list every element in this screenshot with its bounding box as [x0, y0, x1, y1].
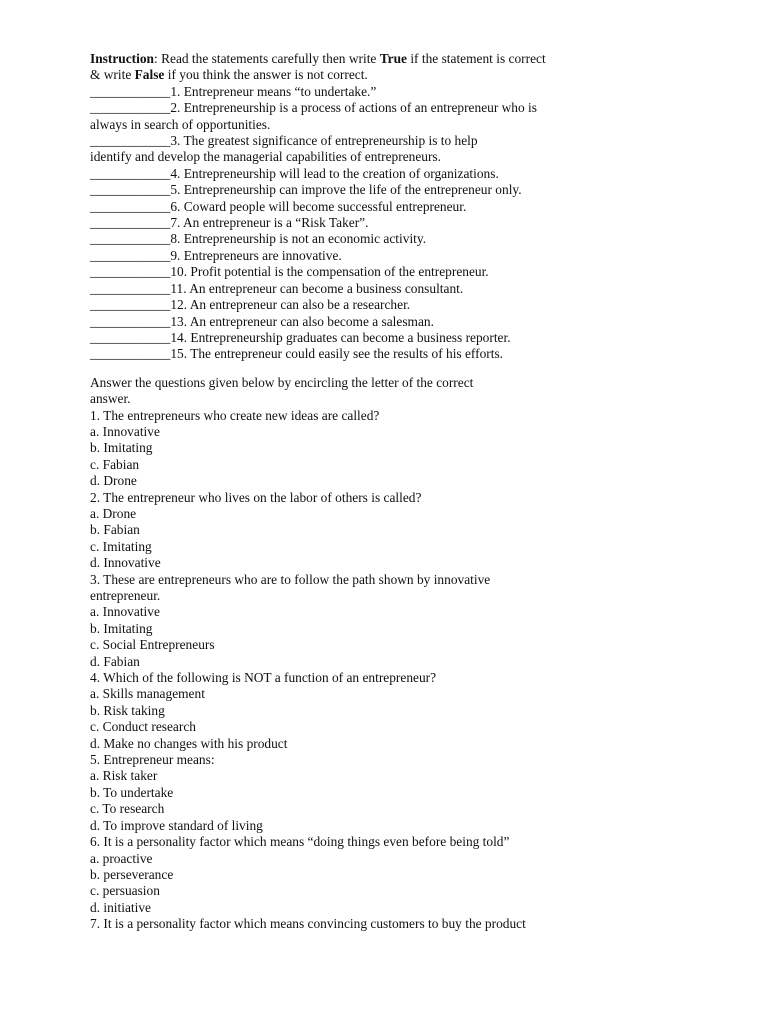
answer-choice[interactable]: b. Imitating	[90, 620, 153, 636]
answer-choice[interactable]: c. Imitating	[90, 538, 152, 554]
question-text: 7. It is a personality factor which means convincing customers to buy the product	[90, 916, 526, 932]
question-block	[90, 408, 570, 490]
answer-blank[interactable]: ____________	[90, 198, 171, 214]
answer-choice[interactable]: c. To research	[90, 801, 165, 817]
true-false-item	[90, 314, 570, 330]
instruction-text: if you think the answer is not correct.	[164, 67, 368, 83]
true-false-item	[90, 264, 570, 280]
answer-choice[interactable]: d. Innovative	[90, 555, 161, 571]
question-text: 1. The entrepreneurs who create new ideas are called?	[90, 407, 380, 423]
answer-choice[interactable]: c. Conduct research	[90, 719, 196, 735]
section-spacer	[90, 363, 570, 375]
answer-blank[interactable]: ____________	[90, 264, 171, 280]
answer-choice[interactable]: b. To undertake	[90, 784, 174, 800]
answer-choice[interactable]: a. Innovative	[90, 423, 160, 439]
answer-choice[interactable]: b. Fabian	[90, 522, 140, 538]
statement-text: 8. Entrepreneurship is not an economic activity.	[170, 231, 427, 247]
true-false-item	[90, 248, 570, 264]
true-false-line	[90, 149, 570, 165]
true-false-line	[90, 100, 570, 116]
question-text: 5. Entrepreneur means:	[90, 752, 215, 768]
false-keyword: False	[134, 67, 165, 83]
answer-blank[interactable]: ____________	[90, 297, 171, 313]
question-block	[90, 490, 570, 572]
answer-blank[interactable]: ____________	[90, 100, 171, 116]
instruction-text: if the statement is correct	[406, 51, 546, 66]
true-false-line	[90, 314, 570, 330]
instruction-text-line: answer.	[90, 391, 131, 407]
answer-choice[interactable]: d. Make no changes with his product	[90, 735, 288, 751]
true-false-line	[90, 182, 570, 198]
statement-text: identify and develop the managerial capabilities of entrepreneurs.	[90, 149, 441, 165]
answer-blank[interactable]: ____________	[90, 215, 171, 231]
answer-blank[interactable]: ____________	[90, 182, 171, 198]
question-text: 2. The entrepreneur who lives on the labor of others is called?	[90, 489, 422, 505]
answer-choice[interactable]: d. Drone	[90, 473, 137, 489]
answer-blank[interactable]: ____________	[90, 83, 171, 99]
instruction-text: : Read the statements carefully then write	[154, 51, 380, 66]
instruction-text-line: Answer the questions given below by encircling the letter of the correct	[90, 374, 474, 390]
answer-blank[interactable]: ____________	[90, 313, 171, 329]
true-false-line	[90, 281, 570, 297]
statement-text: 4. Entrepreneurship will lead to the creation of organizations.	[170, 165, 499, 181]
question-text: entrepreneur.	[90, 588, 161, 603]
question-text: 4. Which of the following is NOT a function of an entrepreneur?	[90, 670, 437, 686]
true-false-item	[90, 133, 570, 166]
true-keyword: True	[379, 51, 407, 66]
true-false-line	[90, 133, 570, 149]
worksheet-page	[90, 51, 570, 933]
true-false-list	[90, 84, 570, 363]
true-false-line	[90, 264, 570, 280]
answer-choice[interactable]: d. To improve standard of living	[90, 817, 263, 833]
true-false-line	[90, 346, 570, 362]
multiple-choice-list	[90, 408, 570, 933]
instruction-line-1	[90, 51, 570, 67]
multiple-choice-instruction	[90, 375, 570, 408]
true-false-item	[90, 281, 570, 297]
true-false-item	[90, 231, 570, 247]
true-false-line	[90, 297, 570, 313]
true-false-line	[90, 231, 570, 247]
question-block	[90, 916, 570, 932]
instruction-line-2	[90, 67, 570, 83]
true-false-item	[90, 330, 570, 346]
true-false-line	[90, 215, 570, 231]
answer-blank[interactable]: ____________	[90, 133, 171, 149]
true-false-item	[90, 297, 570, 313]
instruction-text: & write	[90, 67, 135, 83]
answer-choice[interactable]: a. Risk taker	[90, 768, 158, 784]
answer-choice[interactable]: a. Drone	[90, 505, 137, 521]
answer-blank[interactable]: ____________	[90, 346, 171, 362]
statement-text: 5. Entrepreneurship can improve the life of the entrepreneur only.	[170, 182, 522, 198]
answer-choice[interactable]: a. Innovative	[90, 604, 160, 620]
statement-text: 12. An entrepreneur can also be a researcher.	[170, 297, 411, 313]
statement-text: 2. Entrepreneurship is a process of actions of an entrepreneur who is	[170, 100, 537, 116]
true-false-item	[90, 84, 570, 100]
multiple-choice-section	[90, 375, 570, 933]
statement-text: 14. Entrepreneurship graduates can become a business reporter.	[170, 329, 511, 345]
answer-choice[interactable]: b. perseverance	[90, 866, 174, 882]
question-block	[90, 572, 570, 670]
answer-choice[interactable]: a. proactive	[90, 850, 153, 866]
answer-choice[interactable]: c. Fabian	[90, 456, 140, 472]
true-false-line	[90, 166, 570, 182]
true-false-line	[90, 117, 570, 133]
statement-text: 9. Entrepreneurs are innovative.	[170, 247, 342, 263]
true-false-item	[90, 215, 570, 231]
answer-blank[interactable]: ____________	[90, 247, 171, 263]
answer-choice[interactable]: c. persuasion	[90, 883, 160, 899]
answer-choice[interactable]: d. Fabian	[90, 653, 140, 669]
statement-text: 1. Entrepreneur means “to undertake.”	[170, 83, 377, 99]
question-block	[90, 752, 570, 834]
answer-blank[interactable]: ____________	[90, 329, 171, 345]
question-block	[90, 834, 570, 916]
statement-text: 10. Profit potential is the compensation of the entrepreneur.	[170, 264, 489, 280]
statement-text: 15. The entrepreneur could easily see the results of his efforts.	[170, 346, 504, 362]
question-block	[90, 670, 570, 752]
instruction-block	[90, 51, 570, 84]
true-false-item	[90, 100, 570, 133]
statement-text: always in search of opportunities.	[90, 116, 271, 132]
true-false-line	[90, 330, 570, 346]
answer-choice[interactable]: b. Imitating	[90, 440, 153, 456]
question-text: 6. It is a personality factor which means “doing things even before being told”	[90, 834, 510, 850]
true-false-item	[90, 182, 570, 198]
answer-choice[interactable]: c. Social Entrepreneurs	[90, 637, 215, 653]
answer-blank[interactable]: ____________	[90, 165, 171, 181]
true-false-line	[90, 84, 570, 100]
answer-choice[interactable]: d. initiative	[90, 899, 151, 915]
true-false-item	[90, 346, 570, 362]
true-false-item	[90, 166, 570, 182]
statement-text: 7. An entrepreneur is a “Risk Taker”.	[170, 215, 369, 231]
statement-text: 11. An entrepreneur can become a business consultant.	[170, 280, 464, 296]
statement-text: 13. An entrepreneur can also become a salesman.	[170, 313, 434, 329]
true-false-line	[90, 199, 570, 215]
answer-blank[interactable]: ____________	[90, 231, 171, 247]
true-false-item	[90, 199, 570, 215]
statement-text: 6. Coward people will become successful entrepreneur.	[170, 198, 467, 214]
answer-blank[interactable]: ____________	[90, 280, 171, 296]
answer-choice[interactable]: a. Skills management	[90, 686, 205, 702]
answer-choice[interactable]: b. Risk taking	[90, 702, 165, 718]
question-text: 3. These are entrepreneurs who are to follow the path shown by innovative	[90, 571, 491, 587]
true-false-line	[90, 248, 570, 264]
statement-text: 3. The greatest significance of entrepreneurship is to help	[170, 133, 478, 149]
instruction-label: Instruction	[90, 51, 154, 66]
